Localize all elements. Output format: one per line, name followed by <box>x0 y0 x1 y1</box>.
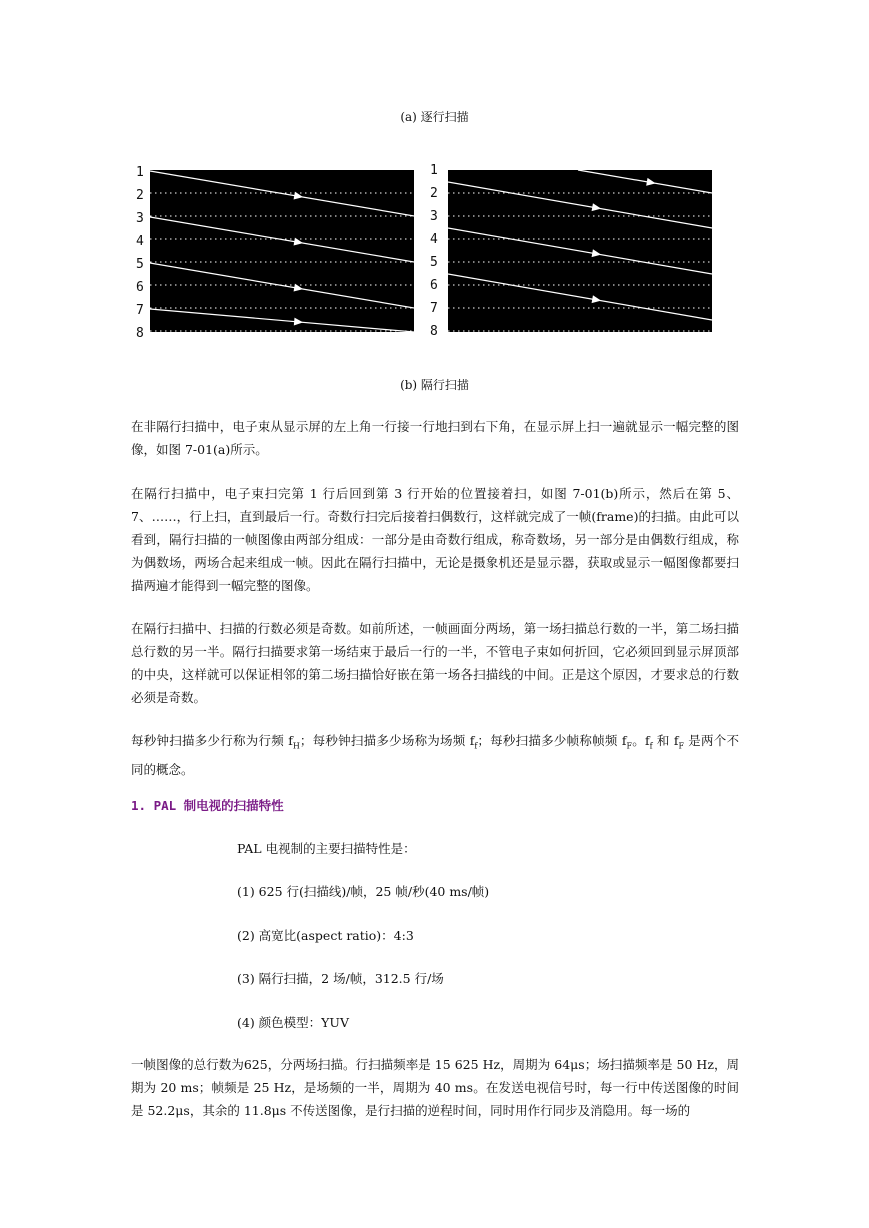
paragraph-interlaced: 在隔行扫描中，电子束扫完第 1 行后回到第 3 行开始的位置接着扫，如图 7-01(b)所示，然后在第 5、7、……，行上扫，直到最后一行。奇数行扫完后接着扫偶数行，这样就完成了一帧(frame)的扫描。由此可以看到，隔行扫描的一帧图像由两部分组成：一部分是由奇数行组成，称奇数场，另一部分是由偶数行组成，称为偶数场，两场合起来组成一帧。因此在隔行扫描中，无论是摄象机还是显示器，获取或显示一幅图像都要扫描两遍才能得到一幅完整的图像。 <box>131 486 739 593</box>
line-number-label: 6 <box>136 280 144 295</box>
spec-item-lines: (1) 625 行(扫描线)/帧，25 帧/秒(40 ms/帧) <box>237 884 490 899</box>
paragraph-pal-timing: 一帧图像的总行数为625，分两场扫描。行扫描频率是 15 625 Hz，周期为 64μs；场扫描频率是 50 Hz，周期为 20 ms；帧频是 25 Hz，是场频的一半，周期为 40 ms。在发送电视信号时，每一行中传送图像的时间是 52.2μs，其余的 11.8μs 不传送图像，是行扫描的逆程时间，同时用作行同步及消隐用。每一场的 <box>131 1057 739 1118</box>
line-number-label: 6 <box>430 278 438 293</box>
line-number-label: 4 <box>430 232 438 247</box>
figure-caption-b: (b) 隔行扫描 <box>400 378 469 392</box>
line-number-label: 8 <box>136 326 144 338</box>
figure-caption-a: (a) 逐行扫描 <box>400 110 469 124</box>
line-number-label: 8 <box>430 324 438 338</box>
section-heading: 1. PAL 制电视的扫描特性 <box>131 798 284 813</box>
line-number-label: 4 <box>136 234 144 249</box>
line-number-label: 2 <box>136 188 144 203</box>
line-number-label: 5 <box>136 257 144 272</box>
progressive-scan-panel <box>150 170 414 332</box>
line-number-label: 7 <box>136 303 144 318</box>
left-line-numbers <box>136 165 144 338</box>
line-number-label: 2 <box>430 186 438 201</box>
line-number-label: 3 <box>136 211 144 226</box>
spec-item-color: (4) 颜色模型：YUV <box>237 1015 349 1030</box>
spec-item-aspect: (2) 高宽比(aspect ratio)：4:3 <box>237 928 414 943</box>
line-number-label: 1 <box>430 163 438 178</box>
paragraph-frequencies: 每秒钟扫描多少行称为行频 $f_H$；每秒钟扫描多少场称为场频 $f_f$；每秒扫描多少帧称帧频 $f_F$。$f_f$ 和 $f_F$ 是两个不同的概念。 <box>131 733 739 777</box>
scan-diagram <box>128 158 718 338</box>
line-number-label: 7 <box>430 301 438 316</box>
paragraph-odd-lines: 在隔行扫描中、扫描的行数必须是奇数。如前所述，一帧画面分两场，第一场扫描总行数的一半，第二场扫描总行数的另一半。隔行扫描要求第一场结束于最后一行的一半，不管电子束如何折回，它必须回到显示屏顶部的中央，这样就可以保证相邻的第二场扫描恰好嵌在第一场各扫描线的中间。正是这个原因，才要求总的行数必须是奇数。 <box>131 621 739 705</box>
spec-item-interlace: (3) 隔行扫描，2 场/帧，312.5 行/场 <box>237 971 444 986</box>
right-line-numbers <box>430 163 438 338</box>
line-number-label: 5 <box>430 255 438 270</box>
paragraph-progressive: 在非隔行扫描中，电子束从显示屏的左上角一行接一行地扫到右下角，在显示屏上扫一遍就显示一幅完整的图像，如图 7-01(a)所示。 <box>131 419 739 457</box>
line-number-label: 3 <box>430 209 438 224</box>
line-number-label: 1 <box>136 165 144 180</box>
spec-intro: PAL 电视制的主要扫描特性是： <box>237 841 416 856</box>
